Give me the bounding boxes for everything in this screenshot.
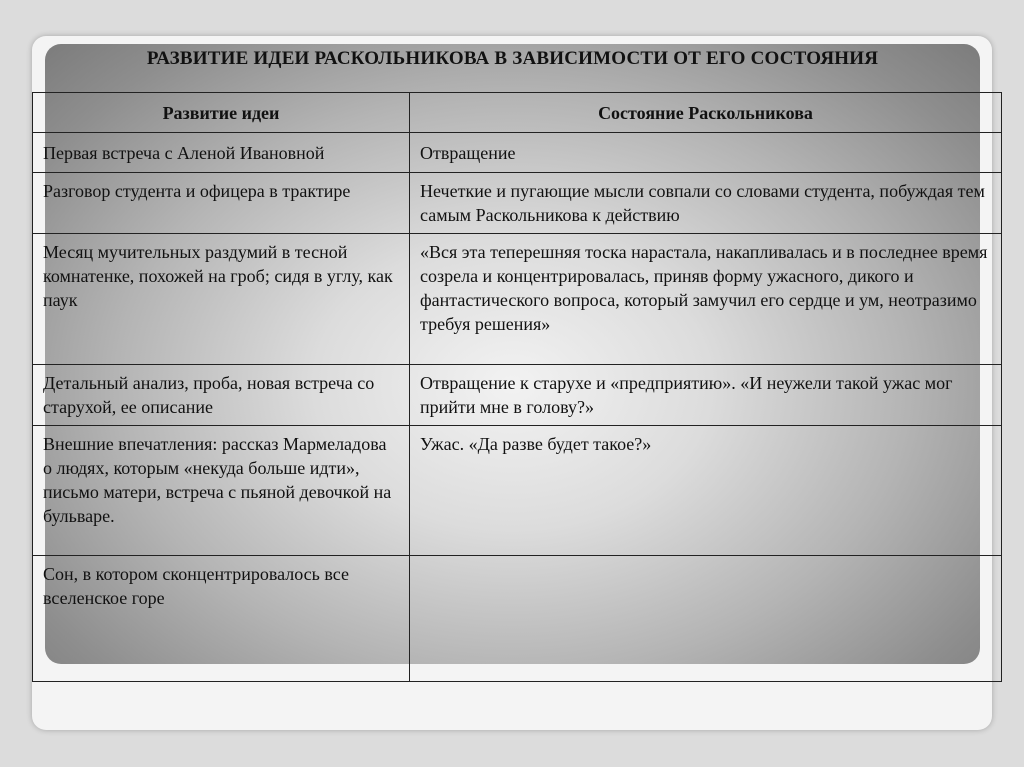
table-row [33, 556, 1002, 682]
idea-state-table [32, 92, 1002, 682]
column-header-idea: Развитие идеи [33, 93, 410, 133]
cell-idea: Первая встреча с Аленой Ивановной [33, 133, 410, 173]
cell-state: Отвращение [410, 133, 1002, 173]
cell-state [410, 556, 1002, 682]
cell-idea: Внешние впечатления: рассказ Мармеладова о людях, которым «некуда больше идти», письмо матери, встреча с пьяной девочкой на бульваре. [33, 426, 410, 556]
cell-state: Ужас. «Да разве будет такое?» [410, 426, 1002, 556]
table-row [33, 365, 1002, 426]
cell-state: «Вся эта теперешняя тоска нарастала, накапливалась и в последнее время созрела и концентрировалась, приняв форму ужасного, дикого и фантастического вопроса, который замучил его сердце и ум, неотразимо требуя решения» [410, 234, 1002, 365]
table-row [33, 133, 1002, 173]
table-row [33, 234, 1002, 365]
column-header-state: Состояние Раскольникова [410, 93, 1002, 133]
cell-state: Отвращение к старухе и «предприятию». «И неужели такой ужас мог прийти мне в голову?» [410, 365, 1002, 426]
table-row [33, 426, 1002, 556]
table-header-row [33, 93, 1002, 133]
cell-idea: Разговор студента и офицера в трактире [33, 173, 410, 234]
cell-state: Нечеткие и пугающие мысли совпали со словами студента, побуждая тем самым Раскольникова к действию [410, 173, 1002, 234]
cell-idea: Месяц мучительных раздумий в тесной комнатенке, похожей на гроб; сидя в углу, как паук [33, 234, 410, 365]
table-row [33, 173, 1002, 234]
cell-idea: Сон, в котором сконцентрировалось все вселенское горе [33, 556, 410, 682]
cell-idea: Детальный анализ, проба, новая встреча со старухой, ее описание [33, 365, 410, 426]
slide-title: РАЗВИТИЕ ИДЕИ РАСКОЛЬНИКОВА В ЗАВИСИМОСТИ ОТ ЕГО СОСТОЯНИЯ [146, 48, 879, 69]
